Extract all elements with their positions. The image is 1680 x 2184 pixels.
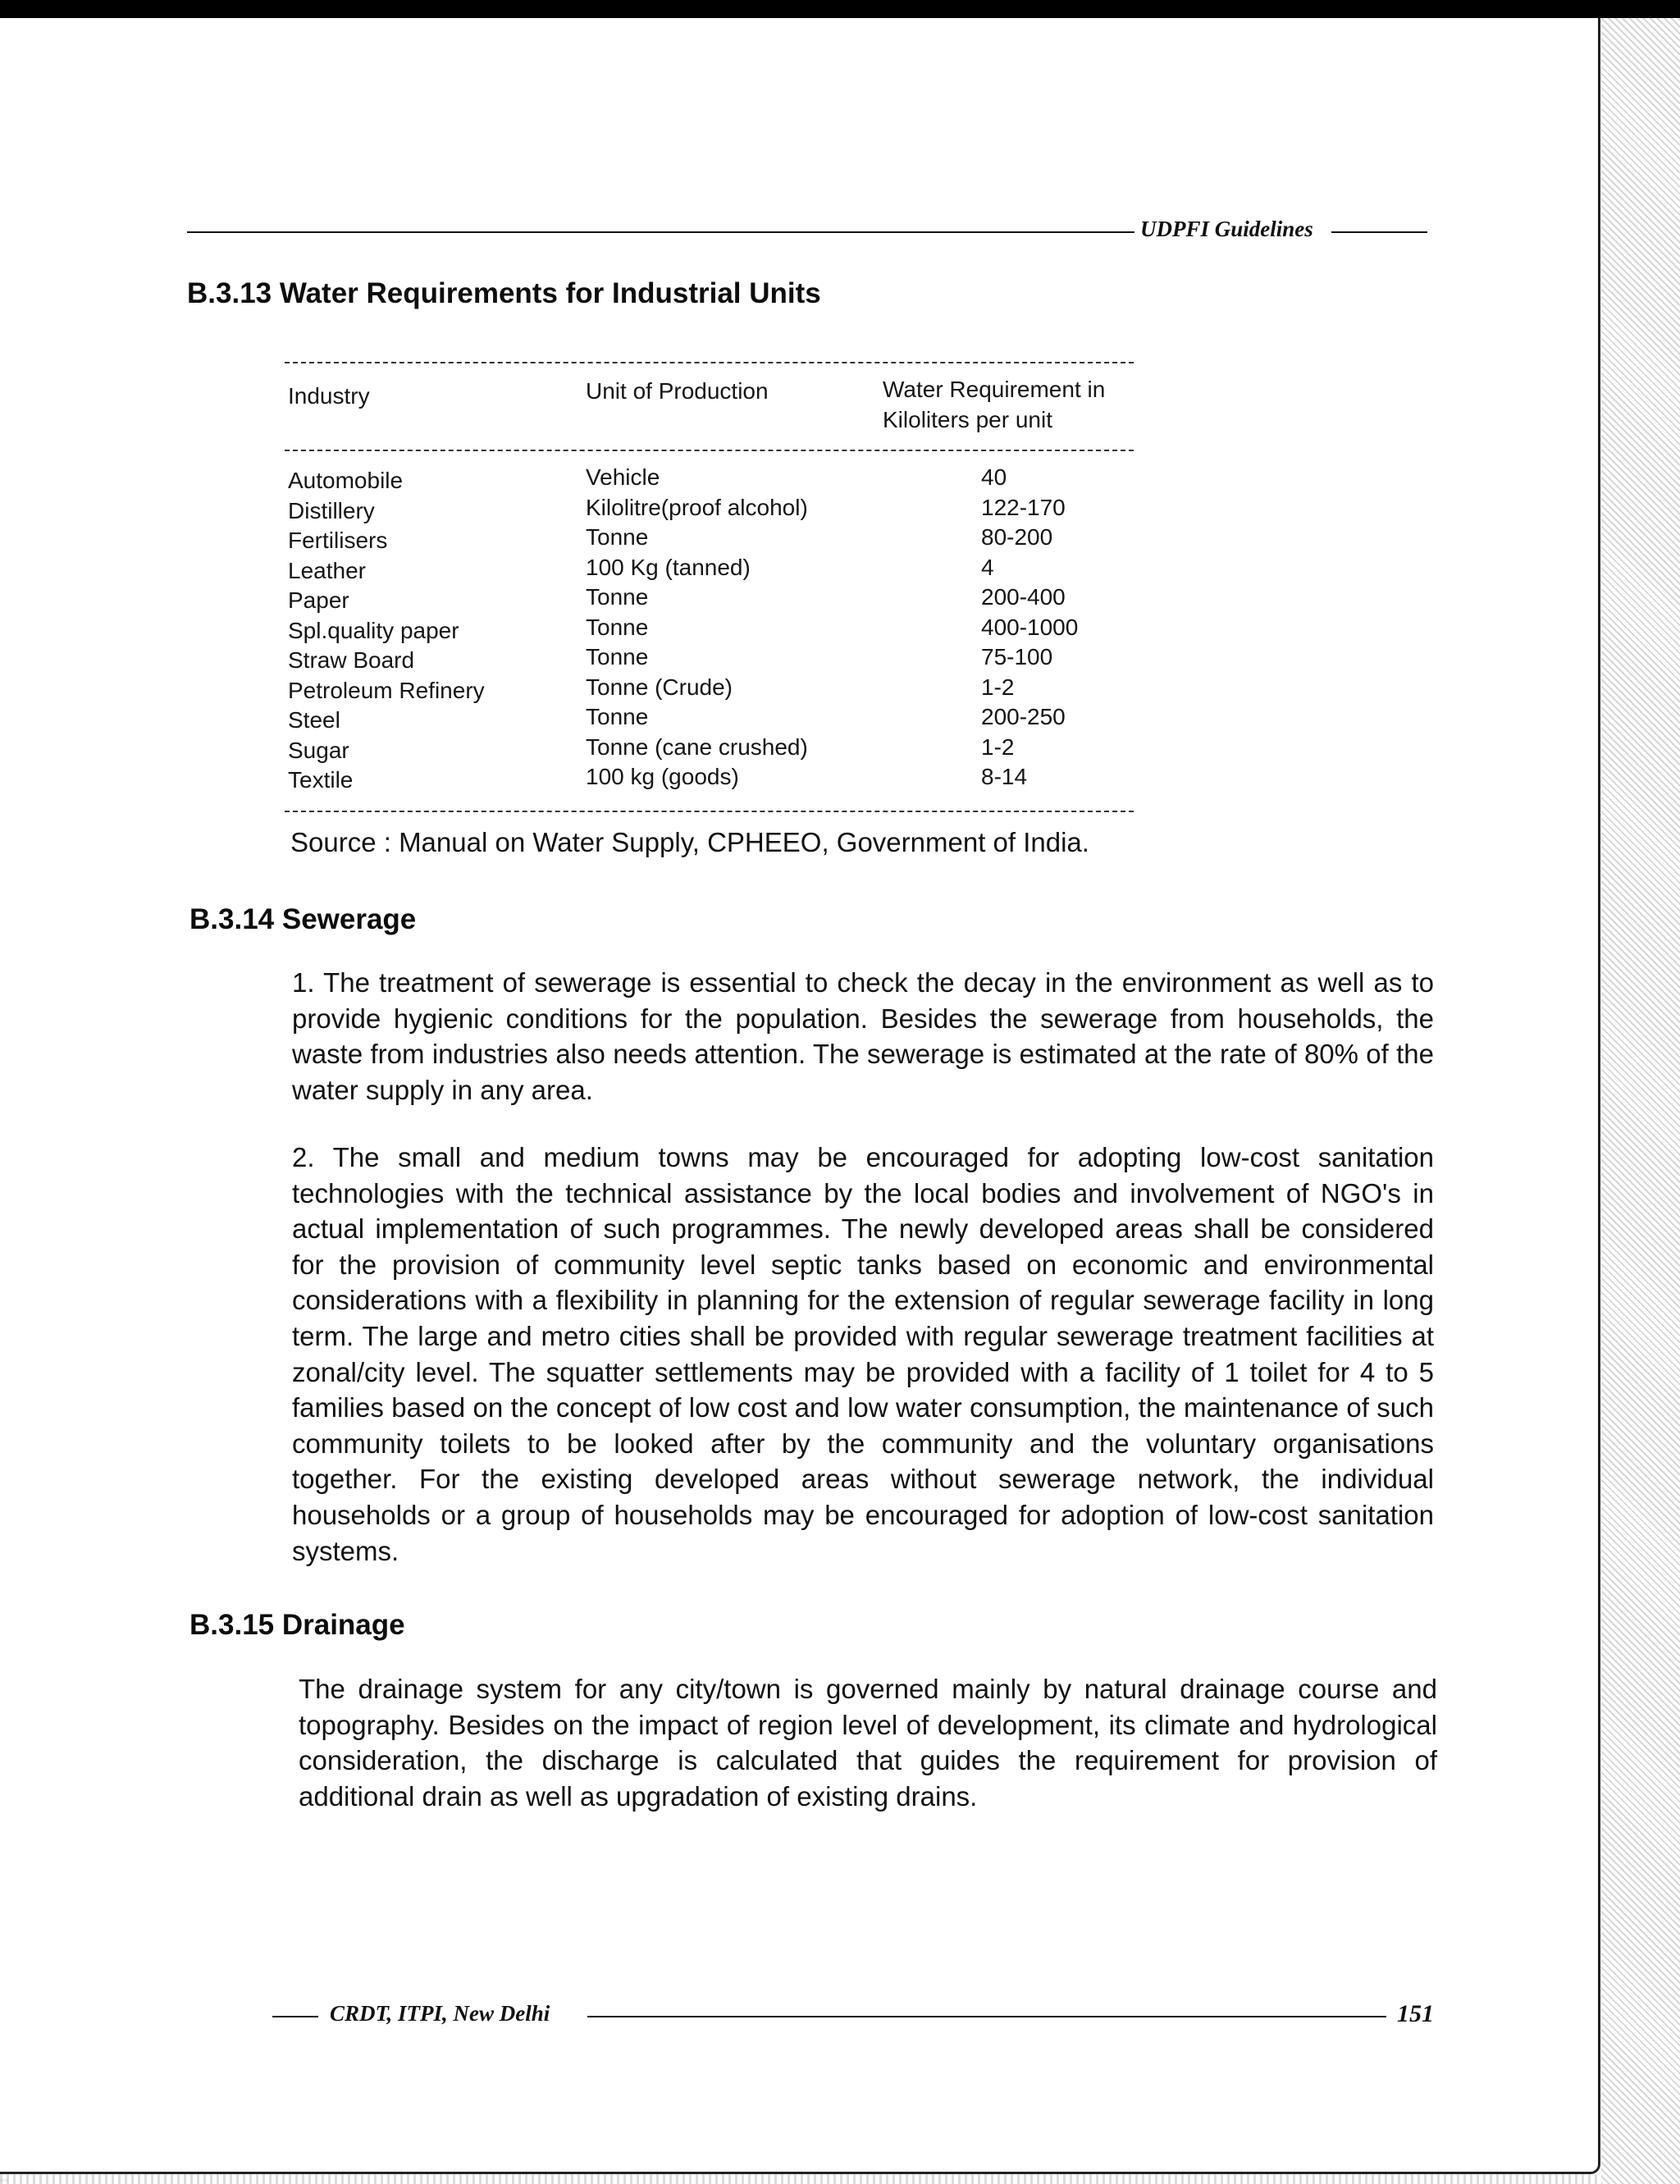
- table-cell-water-requirement: 75-100: [981, 644, 1053, 669]
- table-cell-unit: Vehicle: [586, 464, 660, 490]
- table-header-kiloliters-per-unit: Kiloliters per unit: [883, 407, 1052, 432]
- section-heading-water-requirements: B.3.13 Water Requirements for Industrial Units: [187, 277, 821, 309]
- table-header-rule: [285, 450, 1134, 451]
- table-header-industry: Industry: [288, 383, 370, 409]
- table-cell-water-requirement: 200-400: [981, 584, 1066, 610]
- table-header-water-requirement: Water Requirement in: [883, 377, 1106, 402]
- table-cell-industry: Textile: [288, 767, 354, 793]
- table-cell-unit: Tonne (cane crushed): [586, 733, 808, 760]
- table-source-note: Source : Manual on Water Supply, CPHEEO, Government of India.: [290, 827, 1089, 857]
- table-bottom-rule: [285, 811, 1134, 812]
- table-cell-unit: Tonne: [586, 524, 649, 550]
- table-cell-water-requirement: 8-14: [981, 764, 1028, 789]
- sewerage-paragraph-1: 1. The treatment of sewerage is essential to check the decay in the environment as well as to provide hygienic conditions for the population. Besides the sewerage from households, the waste from industries also needs attention. The sewerage is estimated at the rate of 80% of the water supply in any area.: [292, 967, 1434, 1105]
- table-cell-unit: Tonne: [586, 584, 649, 610]
- header-rule-right: [1331, 231, 1427, 233]
- table-cell-industry: Petroleum Refinery: [288, 677, 485, 703]
- table-cell-unit: Kilolitre(proof alcohol): [586, 494, 808, 520]
- table-cell-water-requirement: 4: [981, 554, 994, 580]
- footer-rule-left: [272, 2016, 318, 2017]
- table-cell-unit: Tonne: [586, 614, 649, 640]
- table-cell-industry: Distillery: [288, 497, 375, 523]
- scan-noise-right-edge: [1601, 18, 1680, 2184]
- table-cell-water-requirement: 40: [981, 464, 1007, 490]
- table-cell-industry: Automobile: [288, 468, 404, 493]
- running-header-title: UDPFI Guidelines: [1140, 217, 1313, 241]
- table-cell-unit: 100 Kg (tanned): [586, 554, 751, 580]
- scan-top-border: [0, 0, 1680, 18]
- table-cell-unit: Tonne: [586, 704, 649, 729]
- header-rule-left: [187, 231, 1134, 233]
- table-cell-industry: Leather: [288, 557, 366, 583]
- section-heading-sewerage: B.3.14 Sewerage: [189, 903, 417, 935]
- table-cell-water-requirement: 400-1000: [981, 614, 1079, 640]
- table-cell-water-requirement: 200-250: [981, 704, 1066, 729]
- table-cell-water-requirement: 1-2: [981, 674, 1015, 700]
- table-cell-industry: Spl.quality paper: [288, 617, 459, 643]
- table-cell-unit: Tonne (Crude): [586, 674, 733, 700]
- drainage-paragraph: The drainage system for any city/town is governed mainly by natural drainage course and topography. Besides on the impact of region level of development, its climate and hydrological consideration, the discharge is calculated that guides the requirement for provision of additional drain as well as upgradation of existing drains.: [299, 1674, 1437, 1812]
- table-cell-unit: Tonne: [586, 644, 649, 669]
- table-cell-industry: Fertilisers: [288, 528, 388, 553]
- sewerage-paragraph-2: 2. The small and medium towns may be encouraged for adopting low-cost sanitation technologies with the technical assistance by the local bodies and involvement of NGO's in actual implementation of such programmes. The newly developed areas shall be considered for the provision of community level septic tanks based on economic and environmental considerations with a flexibility in planning for the extension of regular sewerage facility in long term. The large and metro cities shall be provided with regular sewerage treatment facilities at zonal/city level. The squatter settlements may be provided with a facility of 1 toilet for 4 to 5 families based on the concept of low cost and low water consumption, the maintenance of such community toilets to be looked after by the community and the voluntary organisations together. For the existing developed areas without sewerage network, the individual households or a group of households may be encouraged for adoption of low-cost sanitation systems.: [292, 1142, 1434, 1566]
- table-cell-industry: Straw Board: [288, 647, 415, 673]
- table-cell-industry: Steel: [288, 707, 340, 733]
- table-cell-industry: Paper: [288, 587, 349, 613]
- page-number: 151: [1397, 2000, 1434, 2027]
- table-cell-industry: Sugar: [288, 737, 349, 763]
- table-cell-water-requirement: 80-200: [981, 524, 1053, 550]
- table-cell-water-requirement: 1-2: [981, 733, 1015, 760]
- table-cell-water-requirement: 122-170: [981, 494, 1066, 520]
- section-heading-drainage: B.3.15 Drainage: [189, 1609, 405, 1641]
- scan-noise-bottom-edge: [0, 2174, 1601, 2184]
- table-cell-unit: 100 kg (goods): [586, 764, 739, 789]
- table-top-rule: [285, 362, 1134, 363]
- footer-rule-right: [587, 2016, 1386, 2017]
- footer-publisher: CRDT, ITPI, New Delhi: [330, 2001, 550, 2026]
- table-header-unit-of-production: Unit of Production: [586, 378, 769, 404]
